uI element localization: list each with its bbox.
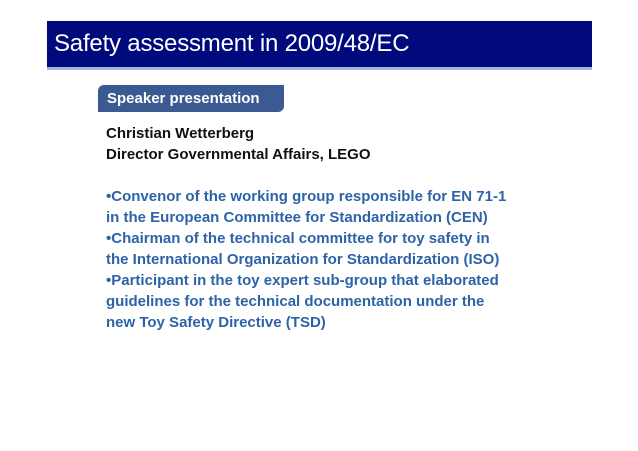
spacer xyxy=(106,165,556,186)
bullet-line: •Chairman of the technical committee for toy safety in xyxy=(106,230,490,247)
title-bar xyxy=(47,21,592,67)
speaker-presentation-label: Speaker presentation xyxy=(107,90,260,107)
bullet-line: the International Organization for Standardization (ISO) xyxy=(106,251,500,268)
speaker-name: Christian Wetterberg xyxy=(106,125,255,142)
bullet-line: •Convenor of the working group responsible for EN 71-1 xyxy=(106,188,507,205)
slide-content xyxy=(106,123,556,333)
bullet-line: •Participant in the toy expert sub-group that elaborated xyxy=(106,272,499,289)
bullet-line: guidelines for the technical documentation under the xyxy=(106,293,485,310)
bullet-line: in the European Committee for Standardization (CEN) xyxy=(106,209,488,226)
speaker-presentation-tab xyxy=(98,85,284,112)
slide-title: Safety assessment in 2009/48/EC xyxy=(54,30,410,57)
bullet-line: new Toy Safety Directive (TSD) xyxy=(106,314,326,331)
title-underline xyxy=(47,67,592,70)
speaker-role: Director Governmental Affairs, LEGO xyxy=(106,146,371,163)
